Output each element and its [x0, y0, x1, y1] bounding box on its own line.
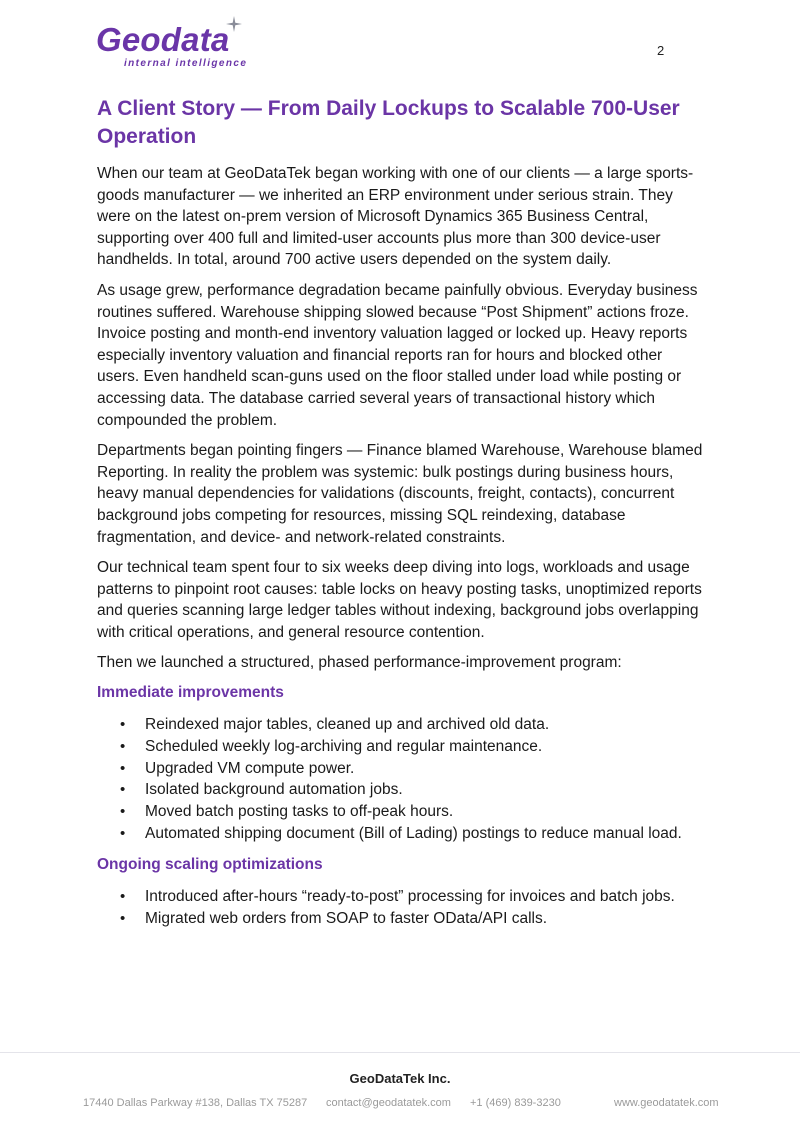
footer-divider [0, 1052, 800, 1053]
list-item [97, 779, 707, 801]
logo-wordmark: Geodata [96, 21, 230, 58]
footer-email-link[interactable]: contact@geodatatek.com [326, 1097, 451, 1109]
bullet-list-immediate [97, 714, 707, 845]
paragraph: As usage grew, performance degradation became painfully obvious. Everyday business routines suffered. Warehouse shipping slowed because “Post Shipment” actions froze. Invoice posting and month-end inventory valuation lagged or locked up. Heavy reports especially inventory valuation and financial reports ran for hours and blocked other users. Even handheld scan-guns used on the floor stalled under load while posting or accessing data. The database carried several years of transactional history which compounded the problem. [97, 281, 698, 429]
paragraph: Departments began pointing fingers — Finance blamed Warehouse, Warehouse blamed Reporting. In reality the problem was systemic: bulk postings during business hours, heavy manual dependencies for validations (discounts, freight, contacts), concurrent background jobs competing for resources, missing SQL reindexing, database fragmentation, and device- and network-related constraints. [97, 442, 703, 546]
list-item [97, 908, 707, 930]
list-item-text: Automated shipping document (Bill of Lading) postings to reduce manual load. [145, 825, 682, 843]
list-item-text: Isolated background automation jobs. [145, 781, 403, 799]
list-item-text: Scheduled weekly log-archiving and regular maintenance. [145, 737, 543, 755]
paragraph: Then we launched a structured, phased performance-improvement program: [97, 654, 622, 672]
bullet-icon: • [120, 759, 126, 777]
footer-phone: +1 (469) 839-3230 [470, 1097, 561, 1109]
bullet-icon: • [120, 887, 126, 905]
bullet-icon: • [120, 716, 126, 734]
list-item-text: Migrated web orders from SOAP to faster OData/API calls. [145, 909, 548, 927]
list-item-text: Moved batch posting tasks to off-peak hours. [145, 803, 454, 821]
bullet-icon: • [120, 909, 126, 927]
bullet-icon: • [120, 825, 126, 843]
article-body [97, 95, 707, 939]
list-item [97, 714, 707, 736]
logo-tagline: internal intelligence [124, 58, 248, 69]
geodata-logo [96, 20, 256, 72]
paragraph: Our technical team spent four to six weeks deep diving into logs, workloads and usage patterns to pinpoint root causes: table locks on heavy posting tasks, unoptimized reports and queries scanning large ledger tables without indexing, background jobs overlapping with critical operations, and general resource contention. [97, 559, 702, 641]
bullet-icon: • [120, 803, 126, 821]
list-item [97, 823, 707, 845]
sparkle-icon [226, 16, 242, 32]
list-item-text: Introduced after-hours “ready-to-post” processing for invoices and batch jobs. [145, 887, 675, 905]
list-item [97, 736, 707, 758]
bullet-icon: • [120, 781, 126, 799]
list-item-text: Reindexed major tables, cleaned up and archived old data. [145, 716, 550, 734]
footer-company-name: GeoDataTek Inc. [349, 1071, 451, 1086]
footer-address: 17440 Dallas Parkway #138, Dallas TX 75287 [83, 1097, 308, 1109]
footer-website-link[interactable]: www.geodatatek.com [614, 1097, 719, 1109]
list-item [97, 886, 707, 908]
paragraph: When our team at GeoDataTek began working with one of our clients — a large sports-goods manufacturer — we inherited an ERP environment under serious strain. They were on the latest on-prem version of Microsoft Dynamics 365 Business Central, supporting over 400 full and limited-user accounts plus more than 300 device-user handhelds. In total, around 700 active users depended on the system daily. [97, 165, 694, 269]
page-number: 2 [657, 43, 665, 58]
bullet-icon: • [120, 737, 126, 755]
list-item-text: Upgraded VM compute power. [145, 759, 355, 777]
section-heading-ongoing: Ongoing scaling optimizations [97, 855, 323, 873]
section-heading-immediate: Immediate improvements [97, 684, 284, 702]
article-title: A Client Story — From Daily Lockups to Scalable 700-User Operation [97, 97, 680, 148]
bullet-list-ongoing [97, 886, 707, 930]
list-item [97, 801, 707, 823]
list-item [97, 758, 707, 780]
